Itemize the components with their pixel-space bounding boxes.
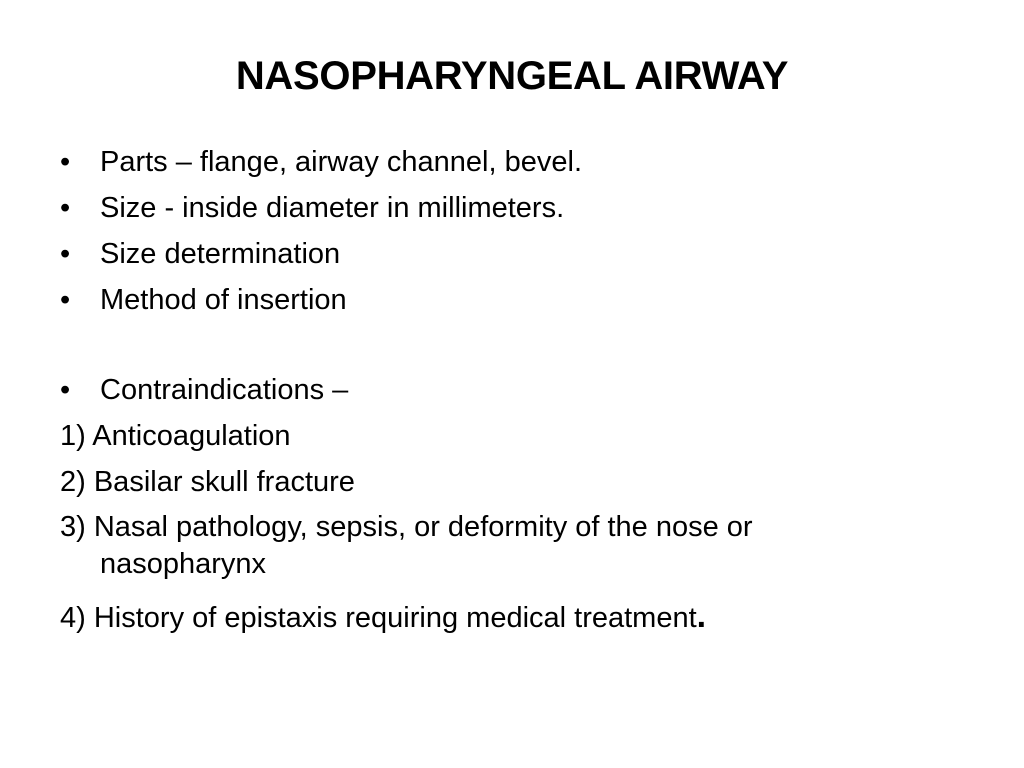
numbered-item-1: 1) Anticoagulation — [60, 420, 291, 452]
bullet-text: Size - inside diameter in millimeters. — [100, 192, 565, 224]
bullet-symbol: • — [60, 238, 71, 270]
numbered-item-4-period: . — [696, 597, 707, 635]
bullet-item-method — [60, 277, 960, 323]
numbered-item-3 — [60, 505, 960, 593]
slide-body — [60, 139, 960, 639]
bullet-item-size-determination — [60, 231, 960, 277]
bullet-item-contraindications — [60, 367, 960, 413]
bullet-symbol: • — [60, 284, 71, 316]
numbered-item-3-line2: nasopharynx — [100, 548, 267, 580]
bullet-text: Contraindications – — [100, 374, 349, 406]
bullet-text: Size determination — [100, 238, 341, 270]
bullet-text: Method of insertion — [100, 284, 347, 316]
numbered-item-3-line1: 3) Nasal pathology, sepsis, or deformity of the nose or — [60, 511, 753, 543]
slide-title: NASOPHARYNGEAL AIRWAY — [235, 54, 789, 98]
bullet-symbol: • — [60, 374, 71, 406]
bullet-text: Parts – flange, airway channel, bevel. — [100, 146, 582, 178]
numbered-item-4 — [60, 593, 960, 639]
bullet-item-size — [60, 185, 960, 231]
bullet-item-parts — [60, 139, 960, 185]
spacer — [60, 323, 960, 367]
numbered-item-2: 2) Basilar skull fracture — [60, 466, 355, 498]
numbered-item-4-text: 4) History of epistaxis requiring medical treatment — [60, 602, 697, 634]
bullet-symbol: • — [60, 146, 71, 178]
bullet-symbol: • — [60, 192, 71, 224]
